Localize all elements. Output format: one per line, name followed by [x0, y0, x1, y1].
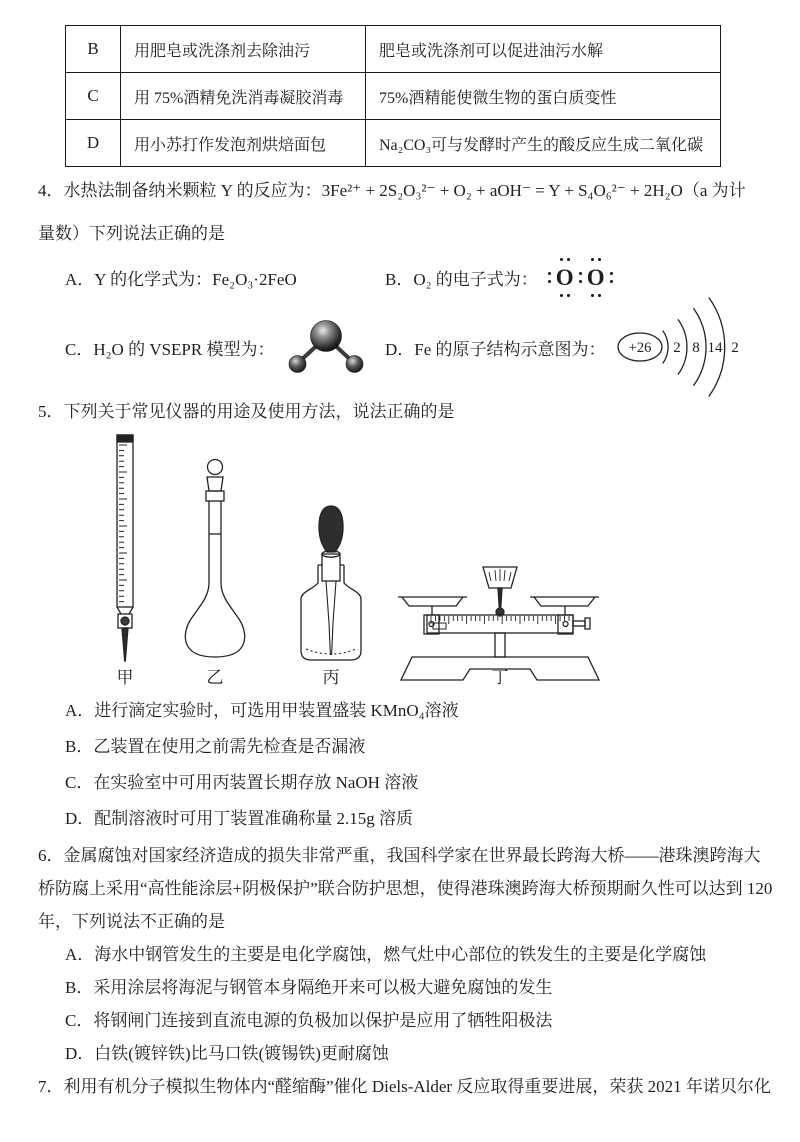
- label-yi: 乙: [206, 668, 224, 687]
- fe-atomic-structure-diagram: [614, 297, 764, 397]
- question6-line1: 6．金属腐蚀对国家经济造成的损失非常严重，我国科学家在世界最长跨海大桥——港珠澳跨海大: [38, 846, 761, 865]
- lewis-oxygen-atom: O: [586, 257, 606, 298]
- question4-line2: 量数）下列说法正确的是: [38, 224, 225, 243]
- q4-option-d-label: D．Fe 的原子结构示意图为：: [385, 339, 606, 359]
- table-cell-letter: D: [66, 120, 121, 167]
- q4-options-ab: [65, 255, 800, 299]
- table-cell-action: 用小苏打作发泡剂烘焙面包: [121, 120, 366, 167]
- q4-option-b: [385, 257, 613, 298]
- table-row: [66, 26, 721, 73]
- q4-options-cd: [65, 299, 800, 395]
- balance-figure: [398, 567, 599, 680]
- table-cell-letter: B: [66, 26, 121, 73]
- electron-shell-arc: [662, 331, 667, 364]
- label-ding: 丁: [491, 668, 509, 687]
- q6-option-a: A．海水中钢管发生的主要是电化学腐蚀，燃气灶中心部位的铁发生的主要是化学腐蚀: [65, 945, 707, 964]
- label-jia: 甲: [116, 668, 134, 687]
- q6-option-c: C．将钢闸门连接到直流电源的负极加以保护是应用了牺牲阳极法: [65, 1011, 553, 1030]
- table-cell-action: 用肥皂或洗涤剂去除油污: [121, 26, 366, 73]
- q4-option-c-label: C．H₂O 的 VSEPR 模型为：: [65, 339, 275, 359]
- hydrogen-sphere: [346, 356, 363, 373]
- shell-electron-count: 14: [707, 340, 723, 356]
- lewis-dot-pair: [579, 272, 582, 283]
- q4-option-d: [385, 297, 764, 397]
- statement-table: [65, 25, 721, 167]
- exam-page: [0, 25, 800, 1142]
- table-row: [66, 120, 721, 167]
- shell-electron-count: 8: [691, 340, 700, 356]
- shell-electron-count: 2: [730, 340, 739, 356]
- question7-line1: 7．利用有机分子模拟生物体内“醛缩酶”催化 Diels-Alder 反应取得重要进展，荣获 2021 年诺贝尔化: [38, 1077, 771, 1096]
- shell-electron-count: 2: [672, 340, 681, 356]
- h2o-vsepr-model-figure: [282, 315, 370, 379]
- q4-option-a: A．Y 的化学式为：Fe₂O₃·2FeO: [65, 269, 297, 289]
- question5-title: 5．下列关于常见仪器的用途及使用方法，说法正确的是: [38, 402, 455, 421]
- lewis-dot-pair: [610, 272, 613, 283]
- volumetric-flask-figure: [185, 460, 244, 658]
- apparatus-figure: [75, 431, 635, 689]
- o2-electron-dot-diagram: [548, 257, 613, 298]
- q4-option-b-label: B．O₂ 的电子式为：: [385, 269, 538, 289]
- nucleus-charge-label: +26: [628, 340, 651, 356]
- question4-line1: 4．水热法制备纳米颗粒 Y 的反应为：3Fe²⁺ + 2S₂O₃²⁻ + O₂ + aOH⁻ = Y + S₄O₆²⁻ + 2H₂O（a 为计: [38, 181, 746, 200]
- dropper-bottle-figure: [301, 506, 361, 660]
- table-cell-reason: 75%酒精能使微生物的蛋白质变性: [366, 73, 721, 120]
- table-cell-letter: C: [66, 73, 121, 120]
- question6-line2: 桥防腐上采用“高性能涂层+阴极保护”联合防护思想，使得港珠澳跨海大桥预期耐久性可以达到 120: [38, 879, 773, 898]
- oxygen-sphere: [311, 321, 342, 352]
- label-bing: 丙: [322, 668, 340, 687]
- table-row: [66, 73, 721, 120]
- hydrogen-sphere: [289, 356, 306, 373]
- table-cell-action: 用 75%酒精免洗消毒凝胶消毒: [121, 73, 366, 120]
- burette-figure: [117, 435, 133, 661]
- q5-option-c: C．在实验室中可用丙装置长期存放 NaOH 溶液: [65, 773, 419, 792]
- q6-option-d: D．白铁(镀锌铁)比马口铁(镀锡铁)更耐腐蚀: [65, 1044, 389, 1063]
- question6-line3: 年，下列说法不正确的是: [38, 912, 225, 931]
- lewis-oxygen-atom: O: [555, 257, 575, 298]
- q6-option-b: B．采用涂层将海泥与钢管本身隔绝开来可以极大避免腐蚀的发生: [65, 978, 553, 997]
- q4-option-c: [65, 315, 385, 379]
- rubber-bulb: [319, 506, 343, 552]
- q5-option-a: A．进行滴定实验时，可选用甲装置盛装 KMnO₄溶液: [65, 701, 459, 720]
- q5-option-d: D．配制溶液时可用丁装置准确称量 2.15g 溶质: [65, 809, 414, 828]
- table-cell-reason: 肥皂或洗涤剂可以促进油污水解: [366, 26, 721, 73]
- q5-option-b: B．乙装置在使用之前需先检查是否漏液: [65, 737, 366, 756]
- lewis-dot-pair: [548, 272, 551, 283]
- table-cell-reason: Na₂CO₃可与发酵时产生的酸反应生成二氧化碳: [366, 120, 721, 167]
